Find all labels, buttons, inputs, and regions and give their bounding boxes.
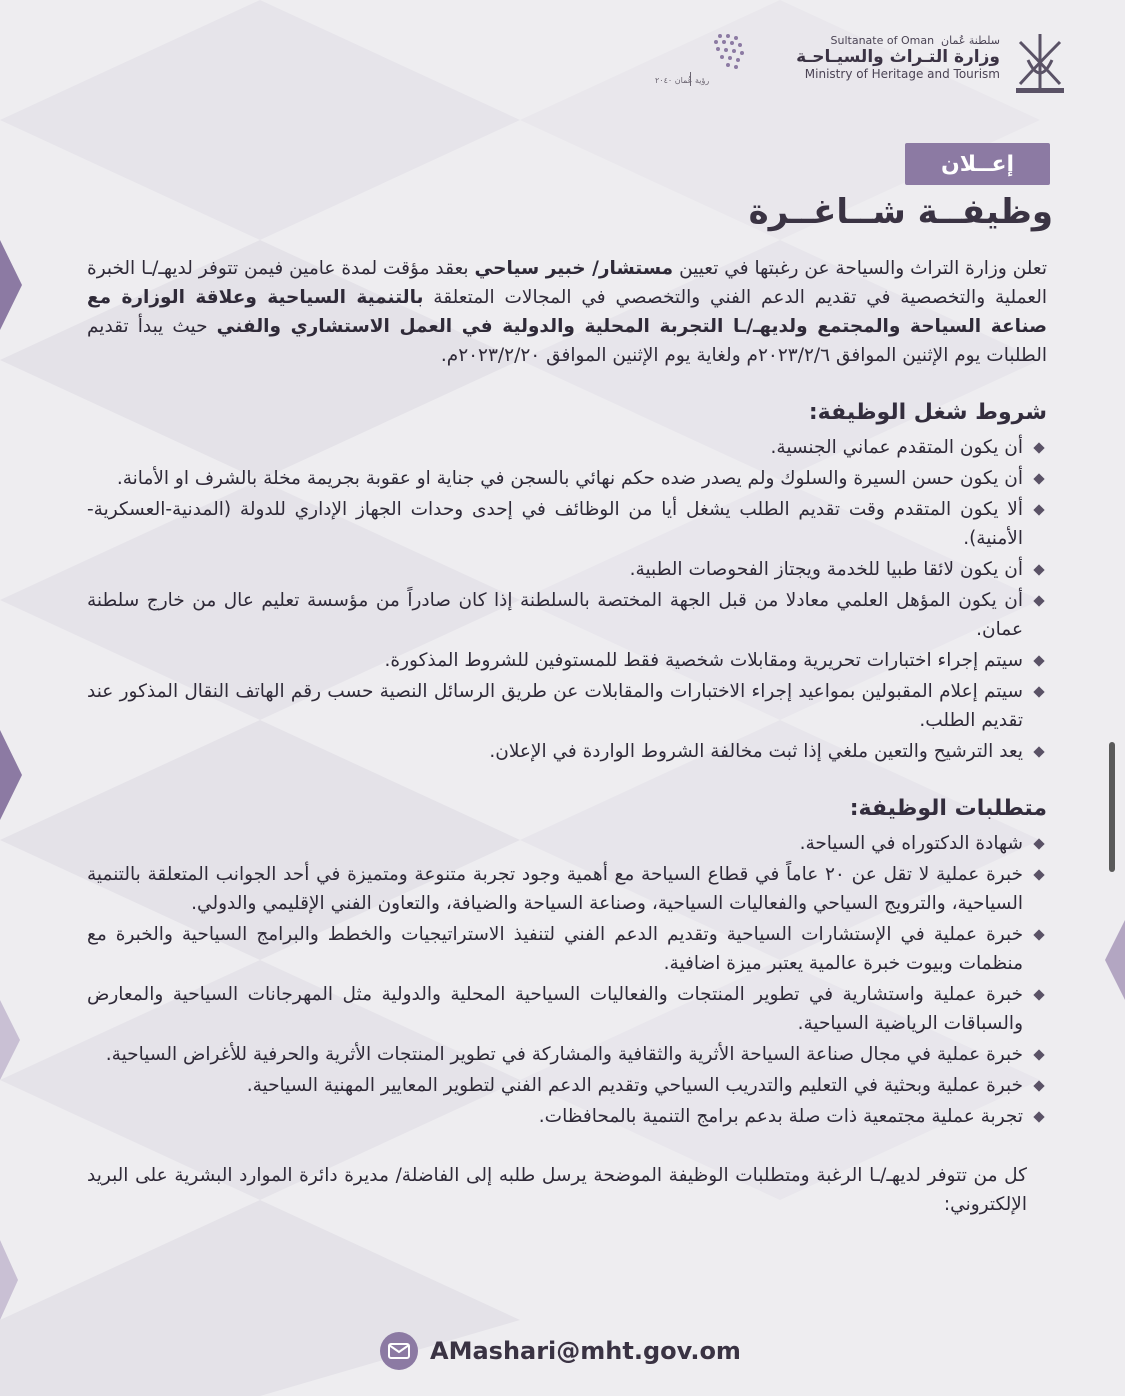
requirement-item: خبرة عملية لا تقل عن ٢٠ عاماً في قطاع السياحة مع أهمية وجود تجربة متنوعة ومتميزة في أحد الجوانب المتعلقة بالتنمية السياحية، والترويج السياحي والفعاليات السياحية، وصناعة السياحة والضيافة، والتعاون الفني الإقليمي والدولي. [87, 860, 1047, 918]
condition-item: سيتم إعلام المقبولين بمواعيد إجراء الاختبارات والمقابلات عن طريق الرسائل النصية حسب رقم الهاتف النقال المذكور عند تقديم الطلب. [87, 677, 1047, 735]
page-title: وظيفــة شــاغــرة [748, 192, 1053, 232]
requirement-item: خبرة عملية في الإستشارات السياحية وتقديم الدعم الفني لتنفيذ الاستراتيجيات والخطط والبرامج السياحية والخبرة مع منظمات وبيوت خبرة عالمية يعتبر ميزة اضافية. [87, 920, 1047, 978]
announcement-body [87, 254, 1047, 1238]
requirement-item: خبرة عملية في مجال صناعة السياحة الأثرية والثقافية والمشاركة في تطوير المنتجات الأثرية والحرفية للأغراض السياحية. [87, 1040, 1047, 1069]
vision-caption: رؤية عُمان ٢٠٤٠ [655, 76, 710, 85]
condition-item: أن يكون حسن السيرة والسلوك ولم يصدر ضده حكم نهائي بالسجن في جناية او عقوبة بجريمة مخلة بالشرف او الأمانة. [87, 464, 1047, 493]
scrollbar[interactable] [1109, 742, 1115, 872]
closing-paragraph: كل من تتوفر لديهـ/ـا الرغبة ومتطلبات الوظيفة الموضحة يرسل طلبه إلى الفاضلة/ مديرة دائرة الموارد البشرية على البريد الإلكتروني: [87, 1165, 1027, 1215]
requirement-item: خبرة عملية وبحثية في التعليم والتدريب السياحي وتقديم الدعم الفني لتطوير المعايير المهنية السياحية. [87, 1071, 1047, 1100]
announcement-tag: إعــلان [905, 143, 1050, 185]
ministry-en-top: Sultanate of Oman [830, 34, 935, 47]
requirement-item: خبرة عملية واستشارية في تطوير المنتجات والفعاليات السياحية المحلية والدولية مثل المهرجانات السياحية والمعارض والسباقات الرياضية السياحية. [87, 980, 1047, 1038]
intro-part1: تعلن وزارة التراث والسياحة عن رغبتها في تعيين [673, 258, 1047, 279]
email-contact[interactable] [380, 1332, 741, 1370]
ministry-ar-name: وزارة التـراث والسيـاحـة [796, 47, 1000, 67]
condition-item: أن يكون المتقدم عماني الجنسية. [87, 433, 1047, 462]
requirements-list [87, 829, 1047, 1131]
intro-part3: حيث يبدأ تقديم الطلبات يوم الإثنين الموافق ٢٠٢٣/٢/٦م ولغاية يوم الإثنين الموافق ٢٠٢٣/٢/٢٠م. [87, 316, 1047, 366]
condition-item: أن يكون المؤهل العلمي معادلا من قبل الجهة المختصة بالسلطنة إذا كان صادراً من مؤسسة تعليم عال من خارج سلطنة عمان. [87, 586, 1047, 644]
ministry-en-name: Ministry of Heritage and Tourism [804, 67, 1000, 81]
envelope-icon [380, 1332, 418, 1370]
intro-paragraph [87, 254, 1047, 370]
ministry-name [796, 34, 1000, 81]
requirement-item: تجربة عملية مجتمعية ذات صلة بدعم برامج التنمية بالمحافظات. [87, 1102, 1047, 1131]
conditions-title: شروط شغل الوظيفة: [808, 400, 1047, 425]
ministry-ar-top: سلطنة عُمان [941, 34, 1000, 47]
intro-part2: بعقد مؤقت لمدة عامين فيمن تتوفر لديهـ/ـا الخبرة العملية والتخصصية في تقديم الدعم الفني والتخصصي في المجالات المتعلقة [87, 258, 1047, 308]
oman-emblem-icon [1010, 28, 1070, 98]
condition-item: يعد الترشيح والتعين ملغي إذا ثبت مخالفة الشروط الواردة في الإعلان. [87, 737, 1047, 766]
requirements-title: متطلبات الوظيفة: [849, 796, 1047, 821]
condition-item: ألا يكون المتقدم وقت تقديم الطلب يشغل أيا من الوظائف في إحدى وحدات الجهاز الإداري للدولة (المدنية-العسكرية-الأمنية). [87, 495, 1047, 553]
intro-bold2: بالتنمية السياحية وعلاقة الوزارة مع صناعة السياحة والمجتمع ولديهـ/ـا التجربة المحلية والدولية في العمل الاستشاري والفني [87, 287, 1047, 337]
email-address[interactable]: AMashari@mht.gov.om [430, 1337, 741, 1365]
condition-item: سيتم إجراء اختبارات تحريرية ومقابلات شخصية فقط للمستوفين للشروط المذكورة. [87, 646, 1047, 675]
header [0, 20, 1125, 100]
condition-item: أن يكون لائقا طبيا للخدمة ويجتاز الفحوصات الطبية. [87, 555, 1047, 584]
conditions-list [87, 433, 1047, 766]
requirement-item: شهادة الدكتوراه في السياحة. [87, 829, 1047, 858]
intro-bold1: مستشار/ خبير سياحي [474, 258, 674, 279]
